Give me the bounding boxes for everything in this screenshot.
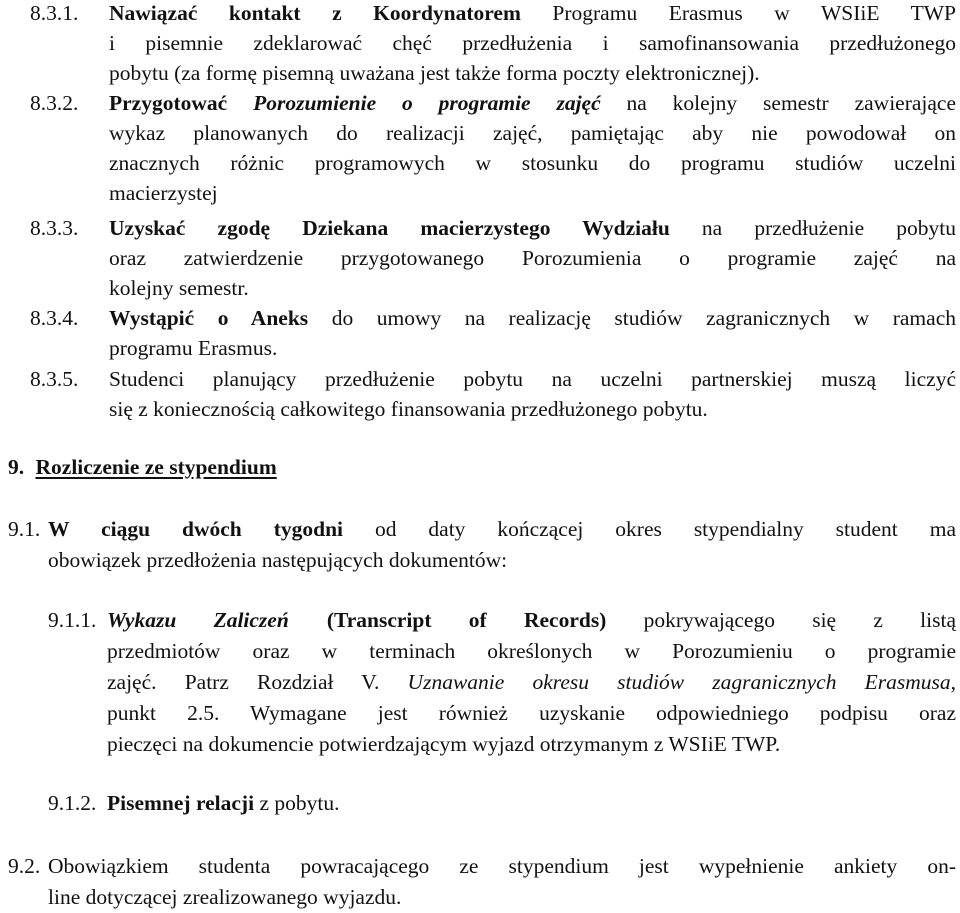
item-number: 8.3.2. xyxy=(30,91,79,115)
item-line: pieczęci na dokumencie potwierdzającym wyjazd otrzymanym z WSIiE TWP. xyxy=(107,732,781,756)
item-8-3-4 xyxy=(30,303,956,363)
item-line: Pisemnej relacji z pobytu. xyxy=(107,791,340,815)
item-line: oraz zatwierdzenie przygotowanego Porozumienia o programie zajęć na xyxy=(109,246,956,270)
item-8-3-2 xyxy=(30,88,956,210)
item-line: się z koniecznością całkowitego finansowania przedłużonego pobytu. xyxy=(109,397,708,421)
bold-phrase: Wystąpić o Aneks xyxy=(109,306,309,330)
bold-phrase: (Transcript of Records) xyxy=(326,608,607,632)
item-line: line dotyczącej zrealizowanego wyjazdu. xyxy=(48,885,402,909)
item-line: Przygotować Porozumienie o programie zajęć na kolejny semestr zawierające xyxy=(109,91,957,115)
item-8-3-5 xyxy=(30,364,956,424)
item-line: punkt 2.5. Wymagane jest również uzyskanie odpowiedniego podpisu oraz xyxy=(107,701,956,725)
item-number: 9.1. xyxy=(8,517,41,541)
bold-phrase: Pisemnej relacji xyxy=(107,791,255,815)
item-line: W ciągu dwóch tygodni od daty kończącej okres stypendialny student ma xyxy=(48,517,956,541)
section-heading xyxy=(8,452,277,482)
item-line: obowiązek przedłożenia następujących dokumentów: xyxy=(48,548,508,572)
item-number: 9.1.2. xyxy=(48,791,97,815)
section-title: Rozliczenie ze stypendium xyxy=(35,455,277,479)
item-8-3-1 xyxy=(30,0,956,88)
bold-phrase: W ciągu dwóch tygodni xyxy=(48,517,343,541)
item-line: wykaz planowanych do realizacji zajęć, pamiętając aby nie powodował on xyxy=(109,121,956,145)
item-line: i pisemnie zdeklarować chęć przedłużenia i samofinansowania przedłużonego xyxy=(109,31,956,55)
item-9-1-1 xyxy=(48,605,956,760)
item-line: Wystąpić o Aneks do umowy na realizację studiów zagranicznych w ramach xyxy=(109,306,956,330)
item-number: 8.3.4. xyxy=(30,306,79,330)
item-line: programu Erasmus. xyxy=(109,336,278,360)
item-line: znacznych różnic programowych w stosunku do programu studiów uczelni xyxy=(109,151,956,175)
item-line: Nawiązać kontakt z Koordynatorem Programu Erasmus w WSIiE TWP xyxy=(109,1,956,25)
item-9-2 xyxy=(8,851,956,913)
item-8-3-3 xyxy=(30,213,956,303)
italic-title: Uznawanie okresu studiów zagranicznych Erasmusa xyxy=(407,670,951,694)
item-9-1 xyxy=(8,514,956,576)
item-line: kolejny semestr. xyxy=(109,276,249,300)
bold-phrase: Uzyskać zgodę Dziekana macierzystego Wydziału xyxy=(109,216,670,240)
item-number: 8.3.3. xyxy=(30,216,79,240)
item-number: 8.3.5. xyxy=(30,367,79,391)
item-line: Wykazu Zaliczeń (Transcript of Records) pokrywającego się z listą xyxy=(107,608,956,632)
bold-italic-phrase: Wykazu Zaliczeń xyxy=(107,608,289,632)
item-line: macierzystej xyxy=(109,181,218,205)
item-line: Studenci planujący przedłużenie pobytu na uczelni partnerskiej muszą liczyć xyxy=(109,367,956,391)
bold-italic-phrase: Porozumienie o programie zajęć xyxy=(253,91,601,115)
item-line: przedmiotów oraz w terminach określonych w Porozumieniu o programie xyxy=(107,639,956,663)
item-number: 8.3.1. xyxy=(30,1,79,25)
item-line: Obowiązkiem studenta powracającego ze stypendium jest wypełnienie ankiety on- xyxy=(48,854,956,878)
item-line: zajęć. Patrz Rozdział V. Uznawanie okresu studiów zagranicznych Erasmusa, xyxy=(107,670,956,694)
item-9-1-2 xyxy=(48,788,956,819)
item-number: 9.2. xyxy=(8,854,41,878)
bold-phrase: Nawiązać kontakt z Koordynatorem xyxy=(109,1,521,25)
item-number: 9.1.1. xyxy=(48,608,97,632)
section-number: 9. xyxy=(8,455,25,479)
item-line: pobytu (za formę pisemną uważana jest także forma poczty elektronicznej). xyxy=(109,61,760,85)
item-line: Uzyskać zgodę Dziekana macierzystego Wydziału na przedłużenie pobytu xyxy=(109,216,956,240)
